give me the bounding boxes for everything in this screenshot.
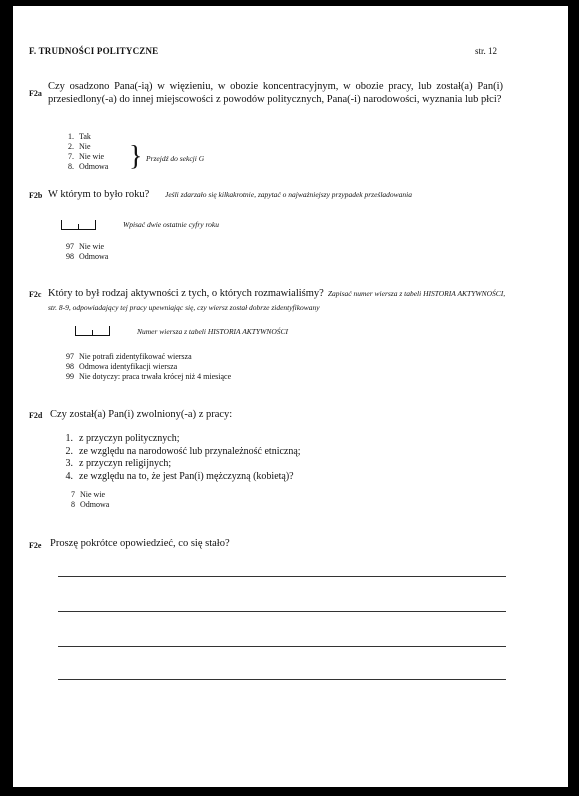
year-entry-box[interactable] bbox=[61, 220, 96, 230]
question-block-f2c bbox=[48, 286, 508, 313]
question-id-f2c: F2c bbox=[29, 290, 42, 299]
option-f2b-97[interactable]: 97 Nie wie bbox=[66, 242, 105, 251]
question-f2a: Czy osadzono Pana(-ią) w więzieniu, w obozie koncentracyjnym, w obozie pracy, lub został(a) Pan(i) przesiedlony(-a) do innej miejscowości z powodów politycznych, Pana(-i) narodowości, wyznania lub płci? bbox=[48, 81, 503, 105]
answer-line-3[interactable] bbox=[58, 646, 506, 647]
option-f2b-98[interactable]: 98 Odmowa bbox=[66, 252, 109, 261]
option-f2a-1[interactable]: 1. Tak bbox=[68, 132, 91, 141]
option-f2c-98[interactable]: 98 Odmowa identyfikacji wiersza bbox=[66, 362, 178, 371]
question-f2d: Czy został(a) Pan(i) zwolniony(-a) z pracy: bbox=[50, 409, 233, 420]
option-f2a-2[interactable]: 2. Nie bbox=[68, 142, 91, 151]
instruction-f2c: Zapisać numer wiersza z tabeli HISTORIA AKTYWNOŚCI, str. 8-9, odpowiadający tej pracy upewniając się, czy wiersz został dobrze zidentyfikowany bbox=[48, 289, 506, 312]
instruction-f2b: Jeśli zdarzało się kilkakrotnie, zapytać o najważniejszy przypadek prześladowania bbox=[165, 190, 412, 199]
page-number: str. 12 bbox=[475, 46, 498, 56]
option-f2d-2[interactable]: 2. ze względu na narodowość lub przynależność etniczną; bbox=[65, 445, 301, 457]
question-f2e: Proszę pokrótce opowiedzieć, co się stało? bbox=[50, 538, 230, 549]
option-f2c-99[interactable]: 99 Nie dotyczy: praca trwała krócej niż 4 miesiące bbox=[66, 372, 232, 381]
section-title: F. TRUDNOŚCI POLITYCZNE bbox=[29, 46, 159, 56]
option-f2d-1[interactable]: 1. z przyczyn politycznych; bbox=[65, 433, 180, 444]
questionnaire-page bbox=[13, 6, 568, 787]
question-id-f2b: F2b bbox=[29, 191, 43, 200]
option-f2a-8[interactable]: 8. Odmowa bbox=[68, 162, 109, 171]
options-f2b bbox=[58, 242, 108, 262]
option-f2d-8[interactable]: 8 Odmowa bbox=[71, 500, 110, 509]
option-f2d-7[interactable]: 7 Nie wie bbox=[71, 490, 106, 499]
option-f2d-3[interactable]: 3. z przyczyn religijnych; bbox=[65, 458, 172, 469]
answer-line-2[interactable] bbox=[58, 611, 506, 612]
question-id-f2e: F2e bbox=[29, 541, 42, 550]
answer-line-1[interactable] bbox=[58, 576, 506, 577]
row-number-entry-box[interactable] bbox=[75, 326, 110, 336]
options-f2a bbox=[58, 132, 108, 172]
extra-options-f2d bbox=[59, 490, 109, 510]
question-f2c: Który to był rodzaj aktywności z tych, o których rozmawialiśmy? bbox=[48, 288, 324, 299]
question-id-f2d: F2d bbox=[29, 411, 43, 420]
option-f2c-97[interactable]: 97 Nie potrafi zidentyfikować wiersza bbox=[66, 352, 192, 361]
skip-note-f2a: Przejdź do sekcji G bbox=[146, 154, 205, 163]
bracket-icon: } bbox=[129, 141, 143, 172]
question-id-f2a: F2a bbox=[29, 89, 42, 98]
options-f2d bbox=[61, 433, 301, 483]
box-note-f2c: Numer wiersza z tabeli HISTORIA AKTYWNOŚCI bbox=[137, 327, 289, 336]
option-f2d-4[interactable]: 4. ze względu na to, że jest Pan(i) mężczyzną (kobietą)? bbox=[65, 470, 294, 482]
option-f2a-7[interactable]: 7. Nie wie bbox=[68, 152, 105, 161]
question-f2b: W którym to było roku? bbox=[48, 189, 150, 200]
options-f2c bbox=[58, 352, 231, 382]
box-note-f2b: Wpisać dwie ostatnie cyfry roku bbox=[123, 220, 219, 229]
answer-line-4[interactable] bbox=[58, 679, 506, 680]
